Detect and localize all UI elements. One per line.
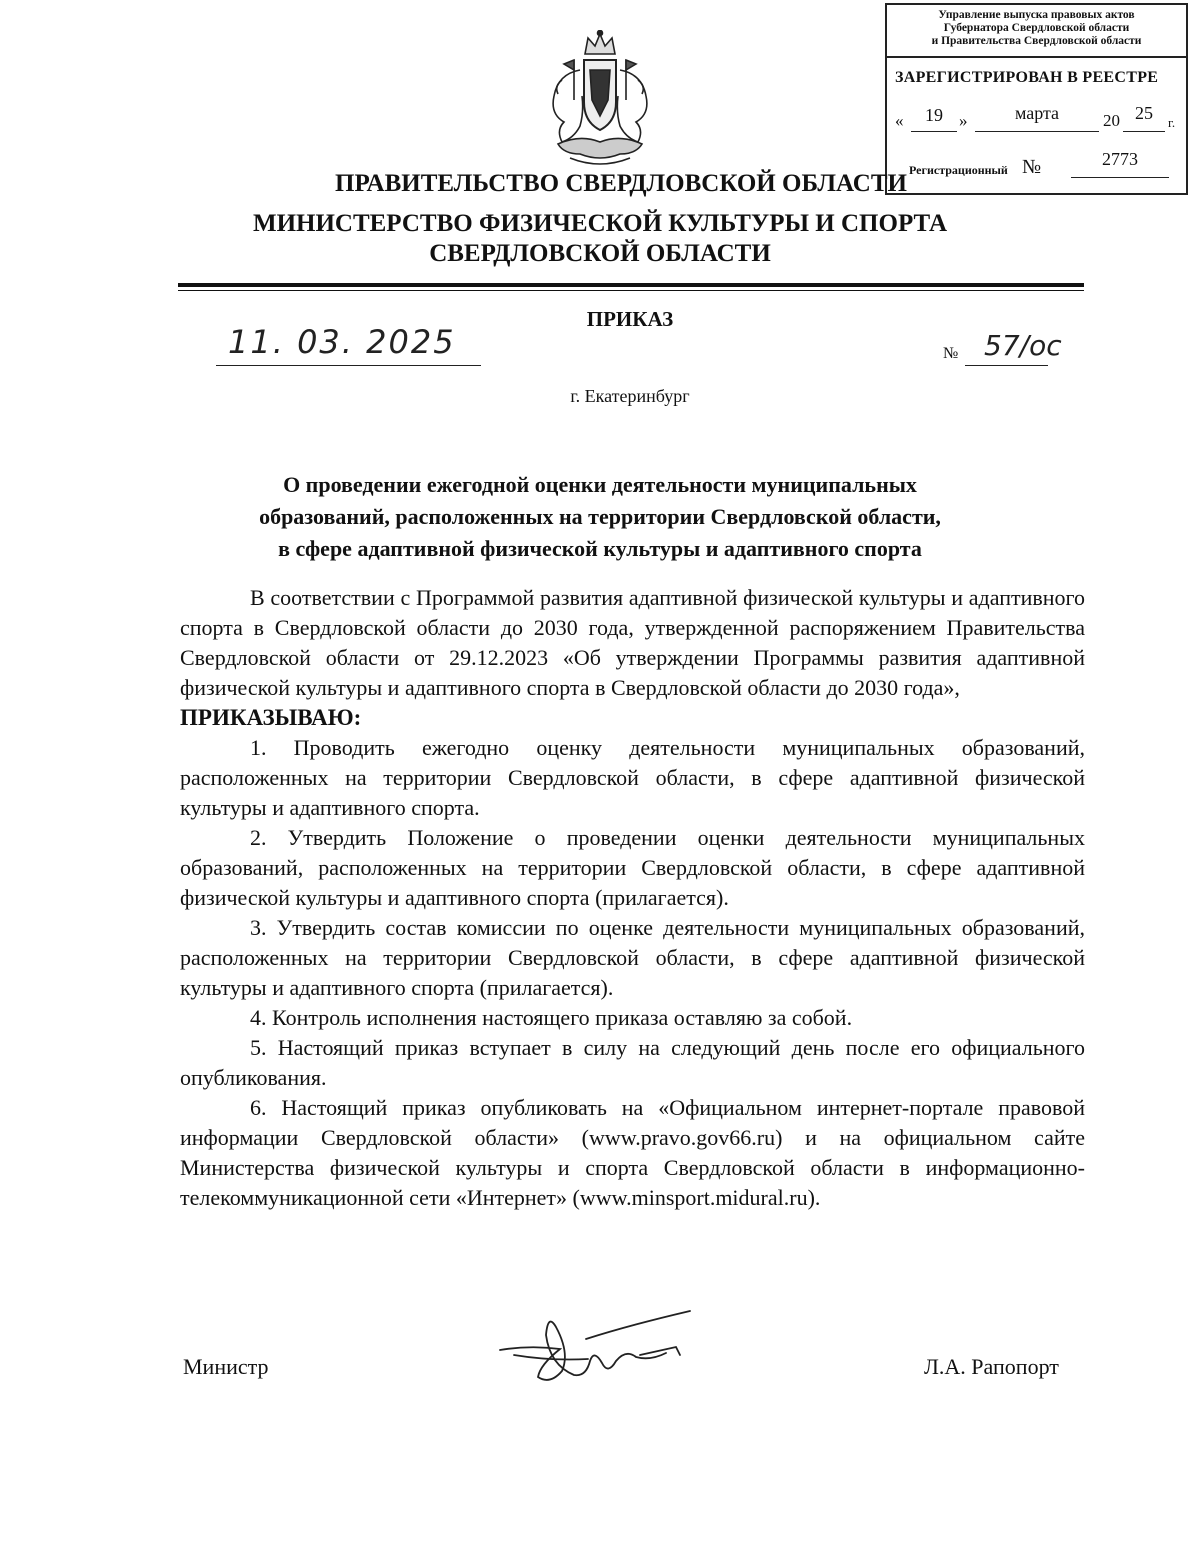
preamble: В соответствии с Программой развития адаптивной физической культуры и адаптивного спорта в Свердловской области до 2030 года, утвержденной распоряжением Правительства Свердловской области от 29.12.2023 «Об утверждении Программы развития адаптивной физической культуры и адаптивного спорта в Свердловской области до 2030 года», (180, 585, 1085, 700)
stamp-day: 19 (925, 105, 943, 125)
stamp-registered-label: ЗАРЕГИСТРИРОВАН В РЕЕСТРЕ (895, 69, 1159, 86)
stamp-year-prefix: 20 (1103, 111, 1120, 130)
title-line-2: образований, расположенных на территории Свердловской области, (259, 504, 941, 529)
order-item-4: 4. Контроль исполнения настоящего приказа оставляю за собой. (250, 1005, 853, 1030)
stamp-reg-underline (1071, 177, 1169, 178)
coat-of-arms-emblem (540, 30, 660, 168)
title-line-1: О проведении ежегодной оценки деятельности муниципальных (283, 472, 917, 497)
date-underline (216, 365, 481, 366)
ministry-heading-line-2: СВЕРДЛОВСКОЙ ОБЛАСТИ (429, 240, 771, 267)
order-item-5: 5. Настоящий приказ вступает в силу на следующий день после его официального опубликования. (180, 1035, 1085, 1090)
government-heading: ПРАВИТЕЛЬСТВО СВЕРДЛОВСКОЙ ОБЛАСТИ (335, 170, 907, 197)
stamp-divider (887, 56, 1186, 58)
handwritten-signature (490, 1305, 700, 1390)
stamp-reg-label: Регистрационный (909, 163, 1008, 177)
order-item-1: 1. Проводить ежегодно оценку деятельности муниципальных образований, расположенных на территории Свердловской области, в сфере адаптивной физической культуры и адаптивного спорта. (180, 735, 1085, 820)
handwritten-date: 11. 03. 2025 (228, 323, 456, 361)
number-sign: № (943, 345, 959, 362)
ministry-heading-line-1: МИНИСТЕРСТВО ФИЗИЧЕСКОЙ КУЛЬТУРЫ И СПОРТА (252, 210, 948, 237)
order-body (180, 583, 1085, 1213)
city: г. Екатеринбург (570, 386, 690, 406)
stamp-year-unit: г. (1168, 115, 1176, 130)
order-item-6: 6. Настоящий приказ опубликовать на «Официальном интернет-портале правовой информации Свердловской области» (www.pravo.gov66.ru) и на официальном сайте Министерства физической культуры и спорта Свердловской области в информационно-телекоммуникационной сети «Интернет» (www.minsport.midural.ru). (180, 1095, 1085, 1210)
stamp-org-line-2: Губернатора Свердловской области (943, 22, 1130, 34)
stamp-month-underline (975, 131, 1099, 132)
order-item-3: 3. Утвердить состав комиссии по оценке деятельности муниципальных образований, расположенных на территории Свердловской области, в сфере адаптивной физической культуры и адаптивного спорта (прилагается). (180, 915, 1085, 1000)
signatory-role: Министр (183, 1354, 269, 1379)
ordered-heading: ПРИКАЗЫВАЮ: (180, 705, 362, 730)
stamp-day-underline (911, 131, 957, 132)
signatory-name: Л.А. Рапопорт (924, 1354, 1059, 1379)
stamp-year-suffix: 25 (1135, 103, 1153, 123)
stamp-organization (887, 9, 1186, 48)
stamp-reg-sign: № (1022, 156, 1042, 178)
stamp-quote-open: « (895, 111, 904, 130)
stamp-month: марта (1014, 103, 1060, 123)
title-line-3: в сфере адаптивной физической культуры и адаптивного спорта (278, 536, 922, 561)
header-rule-thin (178, 290, 1084, 291)
header-rule-thick (178, 283, 1084, 287)
stamp-org-line-3: и Правительства Свердловской области (931, 35, 1142, 47)
stamp-org-line-1: Управление выпуска правовых актов (938, 9, 1135, 21)
stamp-year-underline (1123, 131, 1165, 132)
registration-stamp (885, 3, 1188, 195)
stamp-quote-close: » (959, 111, 968, 130)
stamp-reg-number: 2773 (1102, 149, 1138, 169)
handwritten-number: 57/ос (984, 329, 1062, 362)
order-item-2: 2. Утвердить Положение о проведении оценки деятельности муниципальных образований, расположенных на территории Свердловской области, в сфере адаптивной физической культуры и адаптивного спорта (прилагается). (180, 825, 1085, 910)
number-underline (965, 365, 1048, 366)
document-type: ПРИКАЗ (586, 307, 674, 331)
